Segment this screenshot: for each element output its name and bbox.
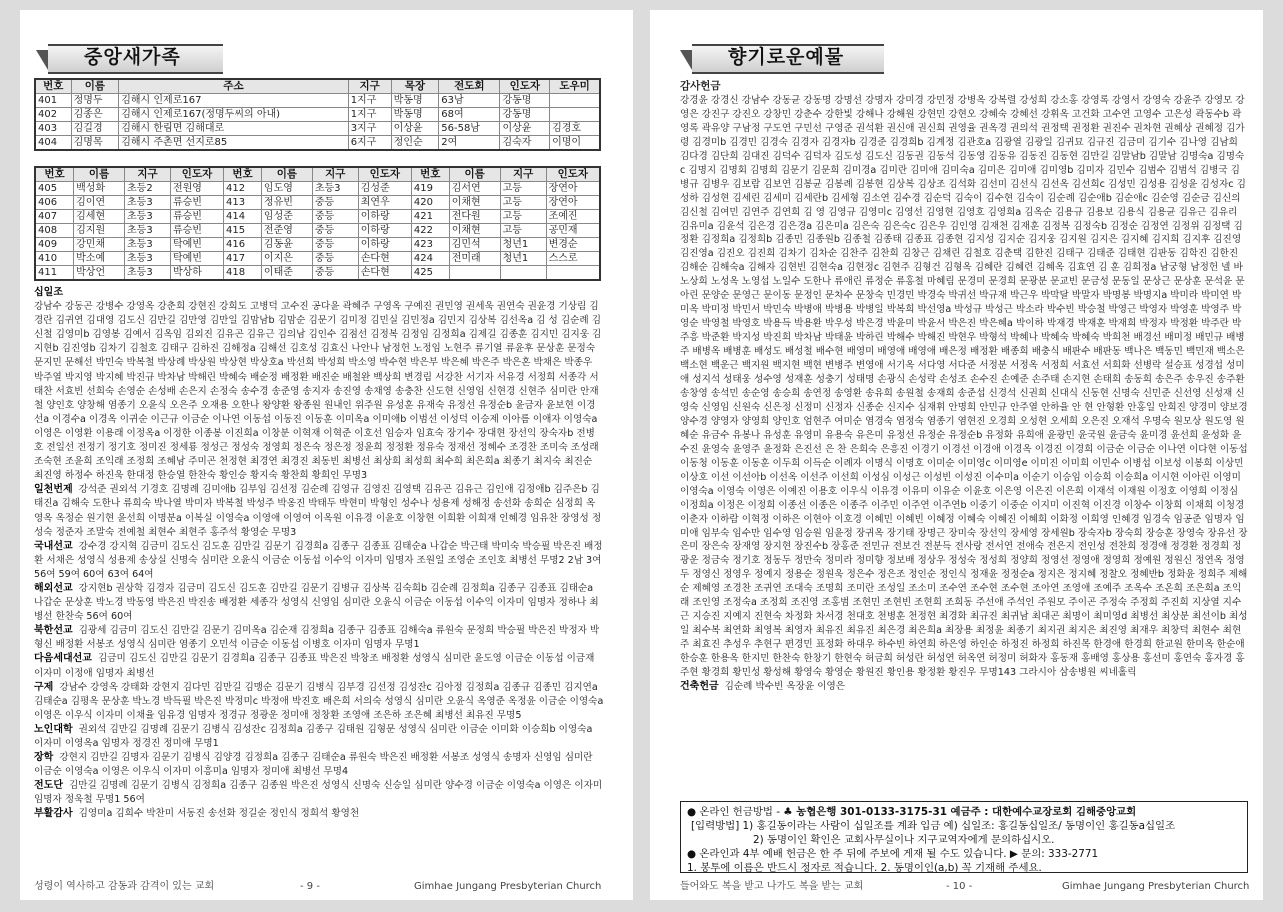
section-names: 강석준 권외석 기경호 김명례 김미애b 김부임 김선정 김순례 김영규 김영진 김영택 김유곤 김유근 김인애 김정애b 김주은b 김태진a 김해숙 도한나 류희숙 박나열 박미자 박복철 박성주 박옹진 박태두 박현미 박형인 성수나 성용제 성해정 송선화 송희순 심정희 옥영옥 옥정순 원기현 윤선희 이명분a 이복실 이영숙a 이영애 이영여 이옥원 이유경 이윤호 이창현 이희환 이희재 인혜경 임유찬 장영성 정성숙 정준자 조말숙 전예철 최현수 최현주 홍주석 황영순 무명3 (34, 484, 602, 538)
section-heading: 북한선교 (34, 625, 73, 637)
new-family-header-cell: 도우미 (550, 79, 600, 94)
new-youth-cell: 김성준 (358, 182, 411, 196)
new-youth-cell: 초등3 (125, 238, 171, 252)
building-heading: 건축헌금 (680, 680, 719, 692)
new-family-cell: 박동명 (391, 108, 439, 122)
new-youth-cell: 413 (224, 196, 262, 210)
new-youth-cell: 전준영 (261, 224, 312, 238)
section-names: 권외석 김만길 김명례 김문기 김병식 김성잔c 김정희a 김종구 김태원 김형문 성영식 심미란 이금순 이미화 이승희b 이영숙a 이자미 이영옥a 임명자 정경진 정미애 무명1 (34, 723, 593, 749)
new-family-cell: 정인순 (391, 136, 439, 151)
new-youth-cell: 409 (35, 238, 74, 252)
section-names: 강지현b 권상학 김경자 김금미 김도신 김도훈 김만길 김문기 김병규 김상복 김숙희b 김순례 김정희a 김종구 김종표 김태순a 나갑순 문상훈 박노경 박동영 박은진 박진송 배정환 세종각 성영식 신영임 심미란 오윤식 이금순 이동섭 이수익 이자미 임명자 정하나 최병선 한찬숙 56여 60여 (34, 582, 599, 623)
new-youth-cell: 415 (224, 224, 262, 238)
new-family-cell: 김해시 인제로167(정명두씨의 아내) (119, 108, 348, 122)
new-youth-row (35, 238, 600, 252)
new-family-header-cell: 주소 (119, 79, 348, 94)
new-youth-cell: 박소예 (74, 252, 125, 266)
new-youth-cell: 고등 (500, 224, 546, 238)
new-youth-cell: 탁예빈 (170, 252, 223, 266)
new-youth-cell: 김세현 (74, 210, 125, 224)
footer-church-name: Gimhae Jungang Presbyterian Church (1062, 881, 1250, 892)
new-youth-cell: 김동윤 (261, 238, 312, 252)
new-youth-cell: 407 (35, 210, 74, 224)
left-title-banner (36, 40, 226, 78)
new-youth-cell: 이채현 (449, 224, 500, 238)
new-youth-cell: 425 (411, 266, 449, 281)
offering-section (34, 483, 604, 539)
new-family-header-cell: 지구 (348, 79, 391, 94)
offering-sections (34, 286, 604, 822)
right-title-banner (680, 40, 890, 78)
section-names: 김만길 김명례 김문기 김병식 김정희a 김종구 김종원 박은진 성영식 신명숙 신승일 심미란 양수경 이금순 이영숙a 이영은 이자미 임명자 정욱철 무명1 56여 (34, 780, 603, 806)
new-youth-cell: 초등3 (125, 224, 171, 238)
left-page-title: 중앙새가족 (84, 46, 181, 68)
new-youth-cell: 417 (224, 252, 262, 266)
new-family-cell: 김숙자 (500, 136, 550, 151)
new-youth-header-cell: 이름 (261, 167, 312, 182)
new-youth-cell: 정유빈 (261, 196, 312, 210)
new-youth-row (35, 196, 600, 210)
new-family-cell: 강동명 (500, 108, 550, 122)
new-family-header-cell: 이름 (71, 79, 119, 94)
offering-section (34, 582, 604, 624)
info-line-3: 2) 동명이인 확인은 교회사무실이나 지구교역자에게 문의하십시오. (753, 834, 1055, 846)
new-youth-cell: 김지원 (74, 224, 125, 238)
new-youth-cell: 김이연 (74, 196, 125, 210)
page-number: - 9 - (300, 881, 320, 892)
new-family-cell: 김길경 (71, 122, 119, 136)
new-youth-cell: 탁예빈 (170, 238, 223, 252)
section-heading: 구제 (34, 681, 54, 693)
new-family-cell: 1지구 (348, 108, 391, 122)
new-family-cell: 김종은 (71, 108, 119, 122)
info-line-2: [입력방법] 1) 홍길동이라는 사람이 십일조를 계좌 입금 예) 십일조: 홍길동십일조/ 동명이인 홍길동a십일조 (691, 820, 1176, 832)
offering-section (34, 779, 604, 807)
new-youth-cell: 422 (411, 224, 449, 238)
new-youth-row (35, 210, 600, 224)
new-youth-cell: 중등 (312, 196, 358, 210)
offering-section (34, 624, 604, 652)
new-youth-cell: 초등3 (125, 252, 171, 266)
new-family-cell (550, 108, 600, 122)
section-heading: 국내선교 (34, 540, 73, 552)
section-heading: 부활감사 (34, 808, 73, 820)
section-heading: 일천번제 (34, 484, 73, 496)
new-youth-cell: 장연아 (546, 182, 600, 196)
new-family-cell: 이상윤 (391, 122, 439, 136)
offering-section (34, 723, 604, 751)
left-page (20, 10, 633, 900)
new-youth-cell: 임도영 (261, 182, 312, 196)
new-family-cell: 401 (35, 94, 71, 108)
new-family-cell: 2여 (439, 136, 500, 151)
new-youth-header-cell: 인도자 (358, 167, 411, 182)
new-family-header-cell: 인도자 (500, 79, 550, 94)
new-youth-cell: 전원영 (170, 182, 223, 196)
gratitude-heading: 감사헌금 (680, 80, 721, 92)
new-youth-header-cell: 지구 (500, 167, 546, 182)
new-youth-cell: 고등 (500, 196, 546, 210)
bank-account: ♣ 농협은행 301-0133-3175-31 예금주 : 대한예수교장로회 김해중앙교회 (783, 806, 1137, 818)
new-family-cell: 63남 (439, 94, 500, 108)
footer-motto: 들어와도 복을 받고 나가도 복을 받는 교회 (680, 881, 864, 892)
new-youth-cell: 초등3 (125, 266, 171, 281)
online-offering-info (680, 801, 1248, 873)
new-family-cell: 김경호 (550, 122, 600, 136)
new-youth-cell: 405 (35, 182, 74, 196)
new-youth-cell: 최연우 (358, 196, 411, 210)
new-youth-cell: 고등 (500, 182, 546, 196)
new-family-row (35, 136, 600, 151)
new-youth-header-cell: 번호 (224, 167, 262, 182)
new-youth-cell: 조예진 (546, 210, 600, 224)
new-family-cell: 김해시 인제로167 (119, 94, 348, 108)
section-names: 강수경 강지혁 김금미 김도신 김도훈 김만길 김문기 김경희a 김종구 김종표 김태순a 나갑순 박근태 박미숙 박승필 박은진 배정환 서채은 성영식 성용제 송상실 신명숙 심미란 오윤식 이금순 이동섭 이수익 이자미 임명자 조원일 조영순 조인호 최병선 무명2 2남 3여 56여 59여 60여 63여 64여 (34, 540, 603, 580)
new-youth-cell: 공민재 (546, 224, 600, 238)
new-youth-cell: 421 (411, 210, 449, 224)
new-youth-cell: 423 (411, 238, 449, 252)
new-family-cell: 56-58남 (439, 122, 500, 136)
gratitude-names: 강경윤 강경신 강남수 강동균 강동명 강명선 강명자 강미경 강민정 강병옥 강복렬 강성희 강소홍 강영록 강영서 강영숙 강윤주 강영모 강영은 강진구 강진오 강창민 강춘수 강한빛 강해나 강해원 강현민 강현오 강혜숙 강혜선 강휘옥 고건화 고수연 고영수 고은성 곽동수b 곽영록 곽유양 구남정 구도연 구민선 구영준 권석환 권신애 권신희 권영율 권옥경 권의석 권정택 권정환 권진수 권차현 권혜상 권혜정 김가령 김경미b 김경민 김경숙 김경자 김경자b 김경준 김경희b 김계정 김관호a 김광열 김광일 김귀묘 김규진 김금미 김기수 김나영 김남희 김다경 김단희 김대진 김덕수 김덕자 김도성 김도신 김동권 김동석 김동영 김동유 김동진 김동현 김만길 김말남b 김말남 김명숙a 김명숙c 김명지 김명회 김명희 김문기 김문희 김미경a 김미란 김미애 김미숙a 김미은 김미애 김미영b 김미자 김민수 김범수 김범석 김병국 김병규 김병우 김보람 김보연 김봉균 김봉례 김봉현 김상복 김상조 김석화 김선미 김선식 김선옥 김선희c 김성민 김성용 김성윤 김성자c 김성하 김성현 김세린 김세미 김세란b 김세형 김소연 김수경 김순덕 김숙이 김수현 김숙이 김순례 김순애b 김순애c 김순영 김순금 김신의 김신철 김여민 김연주 김연희 김 영 김영규 김영미c 김영선 김영현 김영호 김영희a 김옥순 김용규 김용보 김용식 김용균 김유근 김유리 김유미a 김윤석 김은경 김은경a 김은미a 김은숙 김은숙c 김은우 김인영 김재천 김재훈 김정복 김정숙b 김정순 김정연 김정위 김정택 김정환 김정희a 김정희b 김종민 김종원b 김종철 김종태 김종표 김종현 김지성 김지순 김지웅 김지원 김지은 김지혜 김지희 김지후 김진영 김진영a 김진오 김진희 김차기 김차순 김찬주 김찬희 김창근 김채린 김철호 김춘택 김한진 김태구 김태준 김태현 김판동 김학진 김한진 김해순 김해숙a 김해자 김현빈 김현숙a 김현정c 김현주 김형건 김형옥 김혜란 김혜련 김혜옥 김효연 김 훈 김희정a 남궁형 남정헌 넬 바 노상희 노성옥 노영섭 노일수 도한나 류애린 류정순 류홍철 마혜림 문경미 문경희 문광분 문교빈 문금성 문동일 문상근 문상훈 문석윤 문아린 문양순 문영근 문이동 문정인 문차수 문창숙 민경민 박경숙 박귀선 박규재 박근우 박막달 박말자 박명봉 박명지a 박미라 박미연 박미옥 박미정 박민서 박민숙 박병애 박병용 박병일 박복희 박선영a 박성규 박성근 박소라 박수빈 박승철 박영근 박영자 박영훈 박영주 박영순 박영철 박영호 박용득 박용환 박우성 박은경 박윤미 박윤서 박은진 박은혜a 박이하 박재경 박재훈 박재희 박정자 박정환 박주란 박주흥 박준환 박지성 박진희 박차남 박태윤 박하린 박해수 박해진 박현우 박형석 박혜나 박혜숙 박혜숙 박희천 배경선 배미정 배민규 배병주 배병옥 배병훈 배성도 배성철 배수현 배영미 배영애 배영애 배은정 배정환 배종희 배충식 배판수 배판동 백나은 백동민 백민재 백소은 백소현 백운근 백지원 백지현 백현 변병주 변영애 서기옥 서다영 서다준 서정분 서정옥 서정희 서효선 서희화 선병락 설승표 성경섭 성미애 성지석 성태웅 성수영 성재훈 성충기 성태명 손광식 손성락 손성조 손수진 손예준 손주태 손지현 손태희 송동희 송은주 송우진 송주환 송창영 송석민 송순영 송승희 송연정 송영환 송유희 송원철 송재희 송준섭 신경석 신권희 신대식 신동현 신명숙 신민준 신선영 신성재 신영숙 신영임 신원숙 신은정 신정미 신정자 신종순 신지수 심재휘 안명희 안민규 안주열 안하율 안 현 안형환 안홍일 안희진 양경미 양보경 양수경 양영자 양영희 양인호 엄현주 여미순 염경숙 염정숙 염종기 염현진 오경희 오성현 오세희 오은진 오재석 우명숙 원모상 원도영 원혜순 유금수 유봉나 유성훈 유영미 유용숙 유은미 유정선 유정순 유정순b 유정화 유희애 윤광민 윤국원 윤금숙 윤미경 윤선희 윤성화 윤수진 윤영숙 윤영주 윤정화 은진선 은 찬 은희숙 은흥진 이경기 이경선 이경애 이경옥 이경진 이경희 이금순 이금순 이나연 이다현 이동섭 이동청 이동훈 이동훈 이두희 이득순 이례자 이명식 이명호 이미순 이미영c 이미영e 이미진 이미희 이민수 이병섭 이보성 이봉희 이상민 이상호 이선 이선아b 이선옥 이선주 이선희 이성심 이성근 이성빈 이성진 이수미a 이순기 이승임 이승희 이승희a 이시현 이아린 이영미 이영숙a 이영숙 이영은 이예진 이용호 이우식 이유경 이유미 이유순 이윤호 이은영 이은진 이은희 이재석 이재원 이정호 이영희 이정심 이정희a 이정은 이정희 이종선 이종은 이종주 이주민 이주연 이주연b 이중기 이중순 이지미 이진혁 이진경 이창수 이창희 이채희 이청경 이춘자 이하람 이혁정 이하은 이현아 이호경 이혜민 이혜빈 이혜정 이혜숙 이혜진 이혜희 이화정 이희영 인혜경 임경숙 임공준 임명자 임미애 임부숙 임수만 임수영 임승원 임윤정 장귀옥 장기태 장명근 장미숙 장선익 장세영 장세원b 장숙자b 장숙희 장승훈 장영숙 장유선 장은미 장은숙 장재영 장지현 장진수b 장홍준 전민규 전보건 전분득 전사랑 전서연 전애숙 전은지 전인성 전찬희 정경애 정경환 정경희 정광운 정금숙 정기호 정동두 정만숙 정미라 정미향 정보배 정상우 정성숙 정성희 정양희 정영선 정영애 정영희 정예원 정원신 정연옥 정영두 정영신 정영우 정예지 정용순 정원욱 정은수 정은조 정인순 정인식 정재윤 정정순a 정지은 정지혜 정찰오 정혜반b 정화윤 정희주 제해순 제혜영 조경찬 조귀연 조대숙 조명희 조미란 조성일 조소미 조수연 조수현 조수현 조아연 조영애 조예주 조옥수 조온희 조은희a 조익래 조인영 조정숙a 조정희 조진영 조홍범 조현민 조현빈 조현희 조희동 주선애 주석인 주원모 주이곤 주정숙 주정희 주진희 지상열 지수근 지승진 지예지 진현숙 차정화 차서경 천대호 천병훈 천정현 최경화 최규진 최귀남 최대곤 최명이 최미영d 최병선 최상분 최선이b 최성일 최수복 최연화 최영복 최영자 최유진 최유진 최은경 최은희a 최장용 최정윤 최종기 최지권 최지은 최진영 최재우 최창덕 최현수 최현주 최효진 추성우 추현구 편경민 표정화 하대우 하수빈 하연희 하은영 하인순 하정진 하정희 하진목 한경애 한경희 한교원 한미옥 한순애 한승훈 한용옥 한지민 한찬숙 한창기 한현숙 허금희 허성란 허성연 허옥연 허정미 허화자 홍동재 홍배영 홍상용 홍선미 홍연숙 홍자경 홍주현 황경희 황민성 황성해 황영숙 황영순 황원진 황인용 황정환 황진우 무명143 그라시아 삼송병원 씨네홀릭 (680, 94, 1248, 679)
offering-section (34, 652, 604, 680)
new-family-cell: 6지구 (348, 136, 391, 151)
offering-section (34, 681, 604, 723)
new-youth-cell (500, 266, 546, 281)
new-youth-cell: 손다현 (358, 266, 411, 281)
new-youth-cell: 류승빈 (170, 196, 223, 210)
new-youth-cell: 이하랑 (358, 210, 411, 224)
new-youth-cell: 이지은 (261, 252, 312, 266)
new-youth-cell: 중등 (312, 252, 358, 266)
new-family-cell (550, 94, 600, 108)
info-prefix: ● 온라인 헌금방법 - (687, 806, 784, 818)
new-youth-header-cell: 이름 (449, 167, 500, 182)
section-heading: 장학 (34, 752, 54, 764)
new-youth-cell: 412 (224, 182, 262, 196)
new-family-row (35, 94, 600, 108)
new-family-cell: 이명이 (550, 136, 600, 151)
new-youth-cell: 410 (35, 252, 74, 266)
new-youth-cell: 이하랑 (358, 224, 411, 238)
new-youth-header-cell: 번호 (35, 167, 74, 182)
new-youth-cell: 류승빈 (170, 210, 223, 224)
new-family-cell: 정명두 (71, 94, 119, 108)
new-youth-header-cell: 이름 (74, 167, 125, 182)
new-youth-cell: 420 (411, 196, 449, 210)
new-family-cell: 3지구 (348, 122, 391, 136)
new-youth-cell: 이하랑 (358, 238, 411, 252)
new-family-cell: 김해시 주촌면 선지로85 (119, 136, 348, 151)
new-youth-cell: 장연아 (546, 196, 600, 210)
new-youth-cell: 초등3 (125, 210, 171, 224)
section-names: 강남수 강동곤 강병수 강영옥 강춘희 강현진 강희도 고병덕 고수진 공다윤 곽혜주 구영옥 구예진 권민영 권세욱 권연숙 권윤경 기상림 김경란 김귀연 김대영 김도신 김만길 김만영 김만일 김맘남b 김맘순 김문기 김미정 김민실 김민정a 김민지 김상복 김선옥a 김 성 김순례 김신철 김영미b 김영봉 김예서 김옥임 김외진 김유곤 김유근 김의남 김인수 김점선 김정복 김정임 김정희a 김제길 김종훈 김지민 김지웅 김지현b 김진영b 김차기 김철호 김태구 김하진 김해정a 김해선 김호성 김효신 나안나 남정헌 노정임 노현주 류기열 류윤후 문상훈 문정숙 문지민 문해선 박민숙 박복철 박상례 박상원 박상현 박상호a 박선희 박성희 박소영 박수현 박은부 박은혜 박은주 박은혼 박채은 박종우 박주열 박지영 박지혜 박진규 박차남 박해린 박혜숙 배순정 배정환 배진순 배철완 백상희 변경림 서강찬 서기자 서유경 서정희 서종각 서태찬 서효빈 선희숙 손영순 손성배 손은지 손정숙 송수경 송준영 송지자 송진영 송채영 송충찬 신도현 신영임 신현경 신현주 심미란 안재철 양인호 양창해 염종기 오윤식 오은주 오재용 오한나 왕양환 왕종원 원내인 위주원 유성훈 유재숙 유정선 유정순b 윤금자 윤보현 이경선a 이경수a 이경옥 이귀순 이근규 이금순 이나연 이동섭 이동진 이동훈 이미옥a 이미애b 이범선 이성덕 이승제 이아름 이애자 이영숙a 이영은 이영환 이용래 이정옥a 이정한 이종봉 이진희a 이창분 이혁재 이혁준 이호선 임승자 임효숙 장기수 장대현 장선익 장숙자b 전병호 전일선 전정기 정기호 정미진 정세룡 정성근 정성숙 정영희 정은숙 정은정 정윤희 정정환 정유숙 정재선 정혜수 조경찬 조미숙 조성래 조숙현 조윤희 조익래 조정희 조혜남 주미곤 천정현 최경연 최경진 최동빈 최병선 최상희 최성희 최수희 최은희a 최종기 최지숙 최진순 최진영 하정수 하진욱 한대정 한승열 한찬숙 황인승 황지숙 황찬희 황희인 무명3 (34, 301, 602, 482)
info-line-5: 1. 봉투에 이름은 반드시 정자로 적습니다. 2. 동명이인(a,b) 꼭 기재해 주세요. (687, 862, 1042, 874)
new-youth-cell: 청년1 (500, 252, 546, 266)
new-youth-header-cell: 인도자 (170, 167, 223, 182)
new-youth-cell: 전미래 (449, 252, 500, 266)
new-youth-cell: 초등2 (125, 182, 171, 196)
new-youth-header-cell: 지구 (125, 167, 171, 182)
new-youth-cell: 김민석 (449, 238, 500, 252)
new-family-header-cell: 목장 (391, 79, 439, 94)
section-names: 강현지 김만길 김명자 김문기 김병식 김양경 김정희a 김종구 김태순a 류원숙 박은진 배정환 서봉조 성영식 송명자 신영임 심미란 이금순 이영숙a 이영은 이우식 이자미 이흥미a 임명자 정미애 최병선 무명4 (34, 752, 593, 778)
new-youth-cell: 초등3 (125, 196, 171, 210)
new-family-header-cell: 번호 (35, 79, 71, 94)
new-family-header-cell: 전도회 (439, 79, 500, 94)
new-youth-row (35, 266, 600, 281)
section-names: 김금미 김도신 김만길 김문기 김경희a 김종구 김종표 박은진 박창조 배정환 성영식 심미란 윤도영 이금순 이동섭 이금재 이자미 이정애 임명자 최병선 (34, 653, 595, 679)
new-family-cell: 강동명 (500, 94, 550, 108)
new-youth-cell: 손다현 (358, 252, 411, 266)
new-youth-cell: 419 (411, 182, 449, 196)
building-names: 김순례 박수빈 옥장윤 이영은 (724, 680, 845, 692)
new-youth-cell: 424 (411, 252, 449, 266)
section-heading: 해외선교 (34, 582, 73, 594)
section-heading: 다음세대선교 (34, 653, 92, 665)
new-family-cell: 68여 (439, 108, 500, 122)
new-youth-cell: 중등 (312, 266, 358, 281)
right-page-title: 향기로운예물 (728, 46, 845, 68)
new-youth-header-cell: 지구 (312, 167, 358, 182)
gratitude-offering (680, 80, 1248, 694)
new-youth-cell: 류승빈 (170, 224, 223, 238)
section-names: 강남수 강영옥 강태화 강현지 김다민 김만길 김맹순 김문기 김병식 김부경 김선정 김성잔c 김아정 김정희a 김종규 김종민 김지연a 김태순a 김평옥 문상훈 박노경 박득필 박은진 박정미c 박정애 박진호 배은희 서의숙 성영식 심미란 오윤식 옥영준 옥정윤 이금순 이영숙a 이영은 이우식 이자미 이채율 임유경 임명자 정경규 정광운 정미애 정창환 조영애 조은하 조은혜 최병선 최유진 무명5 (34, 681, 604, 721)
new-family-cell: 403 (35, 122, 71, 136)
offering-section (34, 751, 604, 779)
new-youth-cell: 박상언 (74, 266, 125, 281)
new-family-cell: 김명목 (71, 136, 119, 151)
new-youth-cell: 중등 (312, 210, 358, 224)
offering-section (34, 540, 604, 582)
section-heading: 노인대학 (34, 723, 73, 735)
new-youth-cell: 이채현 (449, 196, 500, 210)
new-family-table (34, 78, 601, 151)
section-heading: 전도단 (34, 780, 63, 792)
new-youth-cell: 408 (35, 224, 74, 238)
offering-section (34, 286, 604, 483)
new-family-cell: 이상윤 (500, 122, 550, 136)
footer-church-name: Gimhae Jungang Presbyterian Church (414, 881, 602, 892)
new-youth-cell: 고등 (500, 210, 546, 224)
new-youth-cell: 이태준 (261, 266, 312, 281)
new-family-cell: 404 (35, 136, 71, 151)
new-youth-cell: 중등 (312, 224, 358, 238)
right-page (650, 10, 1263, 900)
new-family-cell: 박동명 (391, 94, 439, 108)
new-youth-cell (449, 266, 500, 281)
new-youth-cell: 김서연 (449, 182, 500, 196)
new-youth-row (35, 252, 600, 266)
page-number: - 10 - (946, 881, 973, 892)
new-youth-cell: 초등3 (312, 182, 358, 196)
new-family-cell: 김해시 한림면 김해대로 (119, 122, 348, 136)
info-line-4: ● 온라인과 4부 예배 헌금은 한 주 뒤에 주보에 게재 될 수도 있습니다. ▶ 문의: 333-2771 (687, 848, 1099, 860)
new-youth-cell: 변경순 (546, 238, 600, 252)
new-youth-cell: 414 (224, 210, 262, 224)
footer-motto: 성령이 역사하고 감동과 감격이 있는 교회 (34, 881, 215, 892)
new-youth-table (34, 166, 601, 281)
new-youth-row (35, 182, 600, 196)
new-family-cell: 402 (35, 108, 71, 122)
new-youth-header-cell: 인도자 (546, 167, 600, 182)
new-youth-cell: 스스로 (546, 252, 600, 266)
new-youth-cell: 406 (35, 196, 74, 210)
new-family-row (35, 108, 600, 122)
new-youth-row (35, 224, 600, 238)
new-youth-cell: 강민채 (74, 238, 125, 252)
new-youth-cell (546, 266, 600, 281)
new-youth-header-cell: 번호 (411, 167, 449, 182)
section-heading: 십일조 (34, 287, 63, 298)
new-family-row (35, 122, 600, 136)
new-youth-cell: 청년1 (500, 238, 546, 252)
new-youth-cell: 임성준 (261, 210, 312, 224)
new-youth-cell: 중등 (312, 238, 358, 252)
section-names: 김광세 김금미 김도신 김만길 김문기 김미옥a 김순재 김정희a 김종구 김종표 김해숙a 류원숙 문정희 박승필 박은진 박정자 박형신 배정환 서봉조 성영식 심미란 염종기 오민석 이금순 이동섭 이병호 이자미 임명자 무명1 (34, 625, 600, 651)
new-youth-cell: 416 (224, 238, 262, 252)
new-youth-cell: 박상하 (170, 266, 223, 281)
section-names: 김영미a 김희수 박찬미 서동진 송선화 정길순 정인식 정희석 황영천 (78, 808, 360, 820)
new-youth-cell: 411 (35, 266, 74, 281)
new-family-cell: 1지구 (348, 94, 391, 108)
offering-section (34, 807, 604, 821)
new-youth-cell: 418 (224, 266, 262, 281)
new-youth-cell: 백성화 (74, 182, 125, 196)
new-youth-cell: 전다원 (449, 210, 500, 224)
